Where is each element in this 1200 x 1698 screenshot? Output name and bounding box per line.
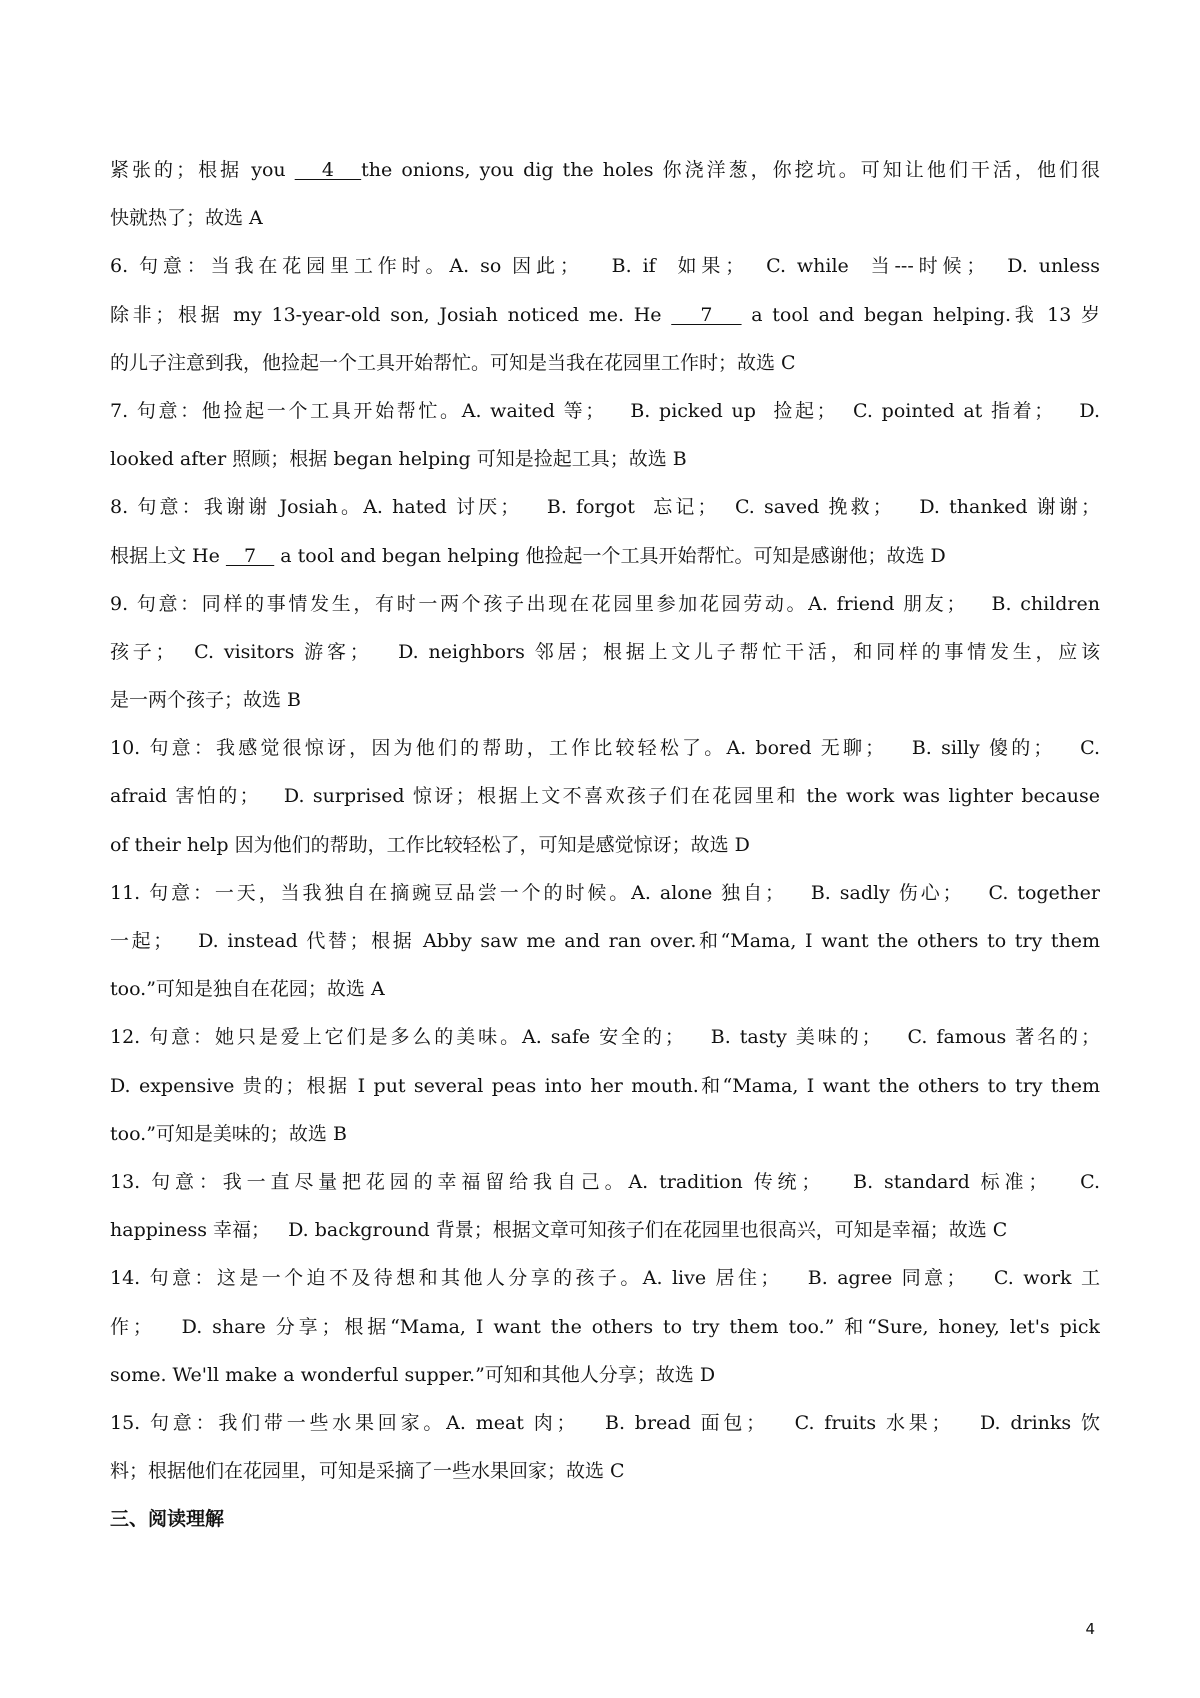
text-segment: 快就热了；故选 A (110, 207, 263, 230)
text-line (110, 1399, 1100, 1447)
text-segment: 根据上文 He (110, 544, 226, 567)
blank-reference: 7 (225, 544, 275, 567)
text-line (110, 869, 1100, 917)
text-segment: 作； D. share 分享；根据“Mama, I want the others to try them too.” 和“Sure, honey, let's pick (110, 1315, 1100, 1338)
text-segment: 15. 句意：我们带一些水果回家。A. meat 肉； B. bread 面包； C. fruits 水果； D. drinks 饮 (110, 1411, 1100, 1434)
text-line (110, 676, 1100, 724)
text-line (110, 1062, 1100, 1110)
text-line (110, 628, 1100, 676)
text-line (110, 772, 1100, 820)
text-line (110, 1110, 1100, 1158)
text-segment: 14. 句意：这是一个迫不及待想和其他人分享的孩子。A. live 居住； B. agree 同意； C. work 工 (110, 1267, 1100, 1290)
text-segment: 是一两个孩子；故选 B (110, 689, 302, 712)
text-line (110, 917, 1100, 965)
text-segment: some. We'll make a wonderful supper.”可知和其他人分享；故选 D (110, 1363, 716, 1386)
text-line (110, 1303, 1100, 1351)
text-line (110, 146, 1100, 194)
text-segment: a tool and began helping 他捡起一个工具开始帮忙。可知是感谢他；故选 D (274, 544, 946, 567)
text-segment: 6. 句意：当我在花园里工作时。A. so 因此； B. if 如果； C. while 当---时候； D. unless (110, 255, 1100, 278)
text-segment: of their help 因为他们的帮助，工作比较轻松了，可知是感觉惊讶；故选 D (110, 833, 750, 856)
text-line (110, 1351, 1100, 1399)
text-segment: 除非；根据 my 13-year-old son, Josiah noticed me. He (110, 303, 672, 326)
text-segment: a tool and began helping.我 13 岁 (741, 303, 1100, 326)
text-line (110, 291, 1100, 339)
text-line (110, 339, 1100, 387)
text-line (110, 532, 1100, 580)
text-segment: 紧张的；根据 you (110, 159, 295, 181)
section-heading: 三、阅读理解 (110, 1508, 225, 1531)
text-line (110, 242, 1100, 290)
text-segment: 9. 句意：同样的事情发生，有时一两个孩子出现在花园里参加花园劳动。A. friend 朋友； B. children (110, 592, 1100, 615)
text-line (110, 1447, 1100, 1495)
text-line (110, 580, 1100, 628)
text-segment: the onions, you dig the holes 你浇洋葱，你挖坑。可知让他们干活，他们很 (361, 159, 1100, 181)
page-number: 4 (1085, 1620, 1095, 1638)
text-line (110, 1206, 1100, 1254)
text-line (110, 965, 1100, 1013)
text-segment: 10. 句意：我感觉很惊讶，因为他们的帮助，工作比较轻松了。A. bored 无聊； B. silly 傻的； C. (110, 737, 1100, 760)
text-line (110, 1013, 1100, 1061)
text-segment: 8. 句意：我谢谢 Josiah。A. hated 讨厌； B. forgot 忘记； C. saved 挽救； D. thanked 谢谢； (110, 496, 1100, 519)
text-line (110, 724, 1100, 772)
text-segment: too.”可知是独自在花园；故选 A (110, 978, 385, 1001)
text-segment: 料；根据他们在花园里，可知是采摘了一些水果回家；故选 C (110, 1460, 625, 1483)
text-segment: D. expensive 贵的；根据 I put several peas into her mouth.和“Mama, I want the others to try them (110, 1074, 1100, 1097)
text-segment: afraid 害怕的； D. surprised 惊讶；根据上文不喜欢孩子们在花园里和 the work was lighter because (110, 785, 1100, 808)
text-segment: 一起； D. instead 代替；根据 Abby saw me and ran over.和“Mama, I want the others to try them (110, 930, 1100, 952)
text-segment: 孩子； C. visitors 游客； D. neighbors 邻居；根据上文儿子帮忙干活，和同样的事情发生，应该 (110, 640, 1100, 663)
text-line (110, 387, 1100, 435)
blank-reference: 4 (294, 159, 362, 181)
text-line (110, 435, 1100, 483)
text-segment: 13. 句意：我一直尽量把花园的幸福留给我自己。A. tradition 传统； B. standard 标准； C. (110, 1170, 1100, 1193)
text-segment: 12. 句意：她只是爱上它们是多么的美味。A. safe 安全的； B. tasty 美味的； C. famous 著名的； (110, 1026, 1100, 1049)
text-segment: happiness 幸福； D. background 背景；根据文章可知孩子们在花园里也很高兴，可知是幸福；故选 C (110, 1219, 1008, 1242)
text-line (110, 1254, 1100, 1302)
blank-reference: 7 (671, 303, 742, 326)
text-line (110, 821, 1100, 869)
text-segment: 7. 句意：他捡起一个工具开始帮忙。A. waited 等； B. picked up 捡起； C. pointed at 指着； D. (110, 399, 1100, 422)
text-segment: 的儿子注意到我，他捡起一个工具开始帮忙。可知是当我在花园里工作时；故选 C (110, 351, 796, 374)
answer-explanations (110, 146, 1100, 1543)
text-line (110, 1158, 1100, 1206)
text-segment: too.”可知是美味的；故选 B (110, 1122, 347, 1145)
text-line (110, 483, 1100, 531)
text-segment: looked after 照顾；根据 began helping 可知是捡起工具；故选 B (110, 448, 687, 471)
text-segment: 11. 句意：一天，当我独自在摘豌豆品尝一个的时候。A. alone 独自； B. sadly 伤心； C. together (110, 881, 1100, 904)
text-line (110, 194, 1100, 242)
